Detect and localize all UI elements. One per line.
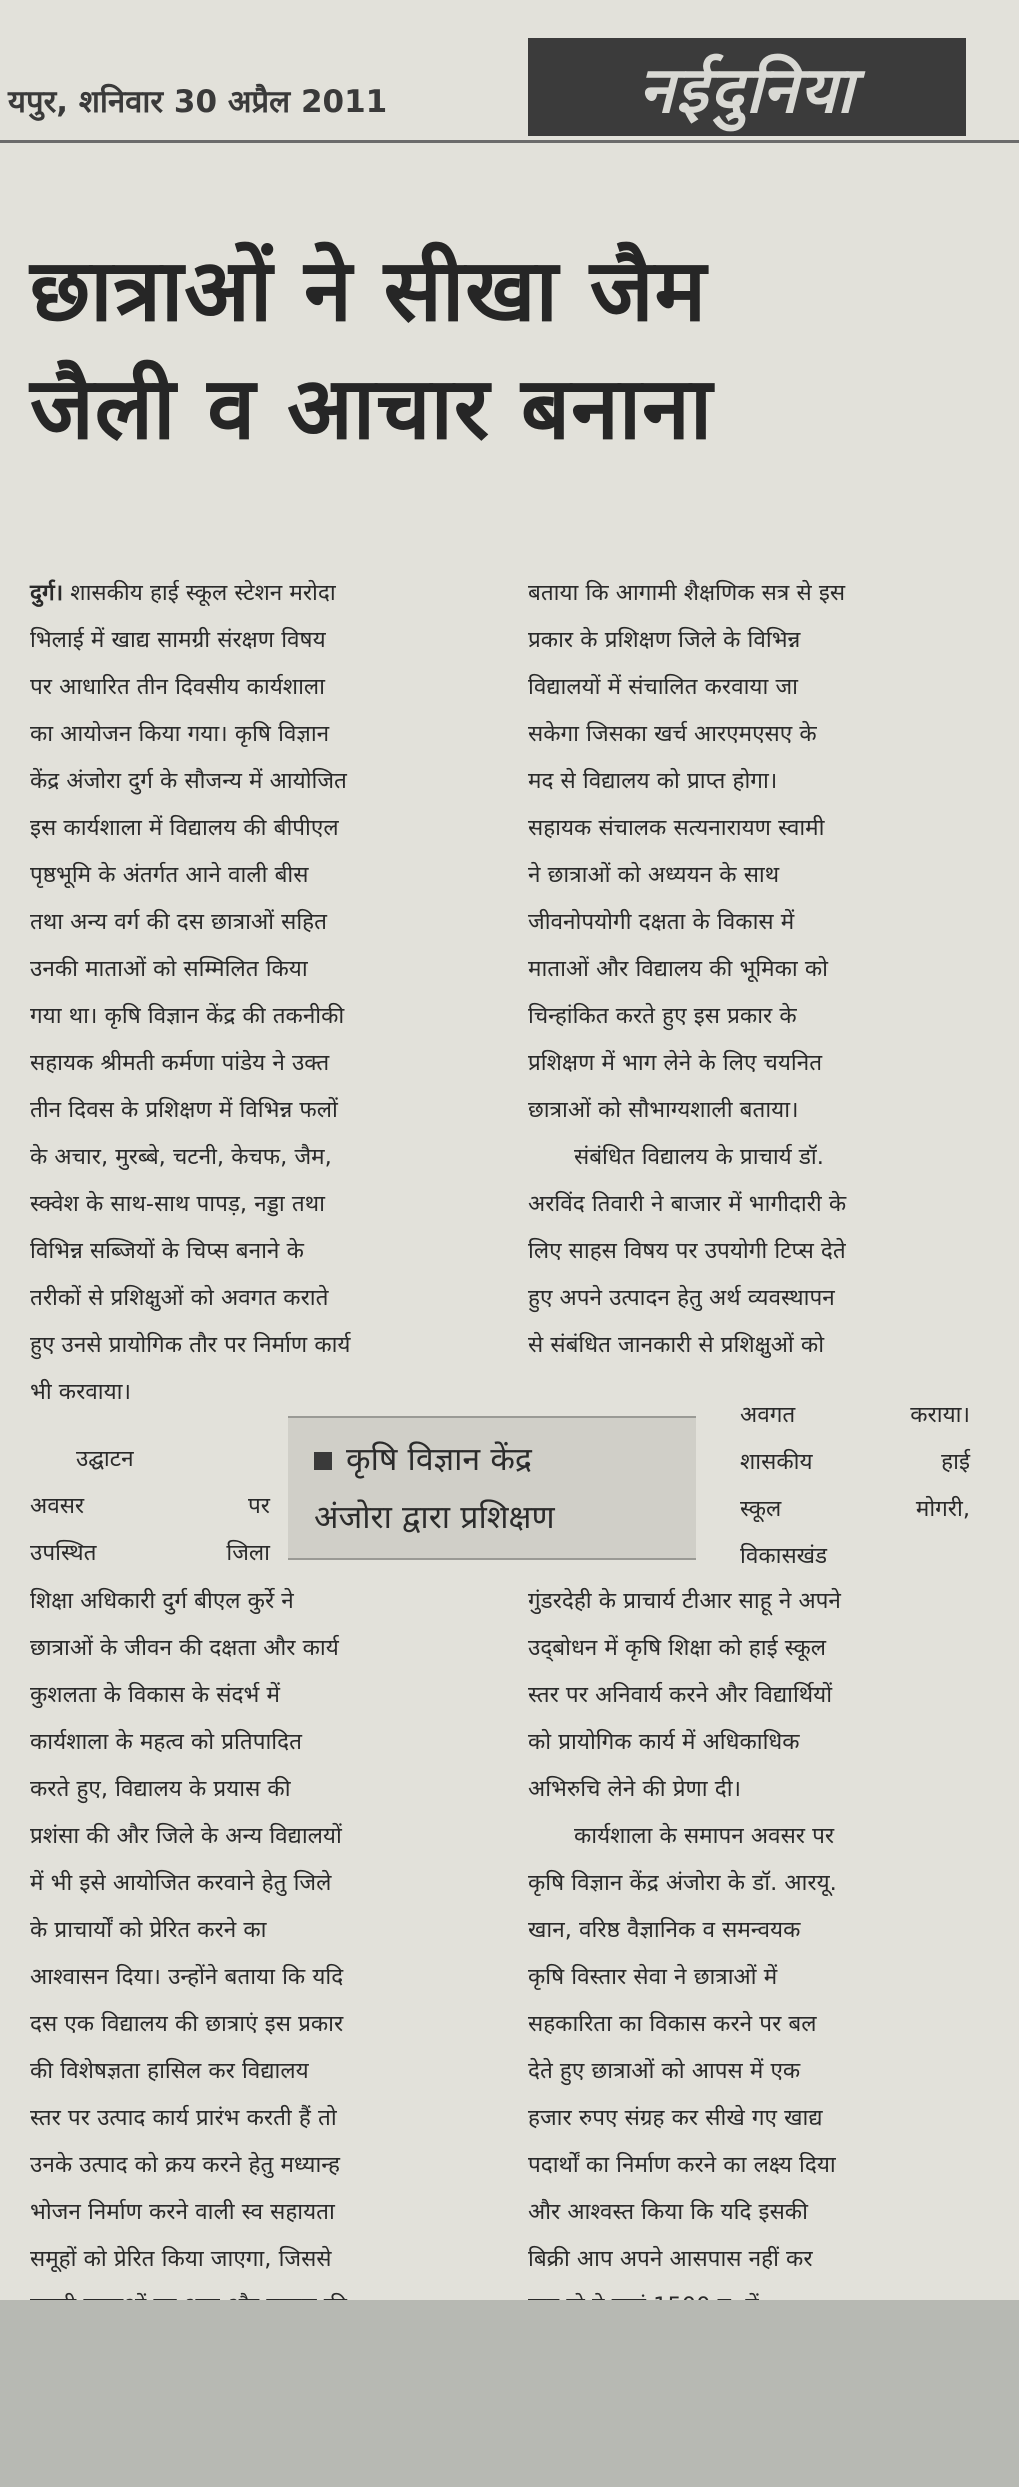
paragraph-line: छात्राओं को सौभाग्यशाली बताया। <box>528 1097 799 1123</box>
paragraph-line <box>30 1483 270 1530</box>
paragraph-line: स्तर पर उत्पाद कार्य प्रारंभ करती हैं तो <box>30 2105 337 2131</box>
word: पर <box>248 1493 270 1519</box>
paragraph-line: शिक्षा अधिकारी दुर्ग बीएल कुर्रे ने <box>30 1588 294 1614</box>
paragraph-line <box>30 570 512 617</box>
paragraph-line: स्तर पर अनिवार्य करने और विद्यार्थियों <box>528 1682 833 1708</box>
paragraph-line: कृषि विस्तार सेवा ने छात्राओं में <box>528 1964 778 1990</box>
paragraph-line: हुए अपने उत्पादन हेतु अर्थ व्यवस्थापन <box>528 1285 835 1311</box>
paragraph-line: कार्यशाला के महत्व को प्रतिपादित <box>30 1729 302 1755</box>
pull-quote-line-2: अंजोरा द्वारा प्रशिक्षण <box>314 1498 555 1536</box>
paragraph-line: अरविंद तिवारी ने बाजार में भागीदारी के <box>528 1191 847 1217</box>
paragraph-line: हजार रुपए संग्रह कर सीखे गए खाद्य <box>528 2105 823 2131</box>
paragraph-line: चिन्हांकित करते हुए इस प्रकार के <box>528 1003 797 1029</box>
paragraph-line: अभिरुचि लेने की प्रेणा दी। <box>528 1776 742 1802</box>
paragraph-line: आश्वासन दिया। उन्होंने बताया कि यदि <box>30 1964 344 1990</box>
paragraph-line: गया था। कृषि विज्ञान केंद्र की तकनीकी <box>30 1003 345 1029</box>
pull-quote-line-1 <box>314 1430 696 1488</box>
paragraph-line: पृष्ठभूमि के अंतर्गत आने वाली बीस <box>30 862 309 888</box>
paragraph-line: समूहों को प्रेरित किया जाएगा, जिससे <box>30 2246 332 2272</box>
text-line: शासकीय हाई स्कूल स्टेशन मरोदा <box>63 580 336 606</box>
paragraph-line: संबंधित विद्यालय के प्राचार्य डॉ. <box>574 1144 824 1170</box>
paragraph-line: भी करवाया। <box>30 1379 132 1405</box>
paragraph-line: भोजन निर्माण करने वाली स्व सहायता <box>30 2199 335 2225</box>
word: शासकीय <box>740 1449 813 1475</box>
paragraph-line: सहायक संचालक सत्यनारायण स्वामी <box>528 815 825 841</box>
paragraph-line: और आश्वस्त किया कि यदि इसकी <box>528 2199 808 2225</box>
word: स्कूल <box>740 1496 782 1522</box>
word: अवगत <box>740 1402 796 1428</box>
paragraph-line: हुए उनसे प्रायोगिक तौर पर निर्माण कार्य <box>30 1332 351 1358</box>
paragraph-line: माताओं और विद्यालय की भूमिका को <box>528 956 828 982</box>
paragraph-line: उद्‌बोधन में कृषि शिक्षा को हाई स्कूल <box>528 1635 827 1661</box>
paragraph-line: विद्यालयों में संचालित करवाया जा <box>528 674 798 700</box>
paragraph-line: कार्यशाला के समापन अवसर पर <box>574 1823 835 1849</box>
word: हाई <box>941 1449 970 1475</box>
paragraph-line: दस एक विद्यालय की छात्राएं इस प्रकार <box>30 2011 344 2037</box>
paragraph-line: उद्घाटन <box>76 1446 134 1472</box>
paragraph-line: जीवनोपयोगी दक्षता के विकास में <box>528 909 795 935</box>
paragraph-line: के प्राचार्यों को प्रेरित करने का <box>30 1917 267 1943</box>
masthead-logo: नईदुनिया <box>638 52 856 128</box>
dateline-place: दुर्ग। <box>30 580 64 606</box>
paragraph-line: से संबंधित जानकारी से प्रशिक्षुओं को <box>528 1332 825 1358</box>
paragraph-line: का आयोजन किया गया। कृषि विज्ञान <box>30 721 330 747</box>
paragraph-line: प्रकार के प्रशिक्षण जिले के विभिन्न <box>528 627 801 653</box>
paragraph-line: सकेगा जिसका खर्च आरएमएसए के <box>528 721 817 747</box>
paragraph-line: कुशलता के विकास के संदर्भ में <box>30 1682 280 1708</box>
paragraph-line <box>30 1530 270 1577</box>
right-column-bottom <box>528 1578 970 2330</box>
paragraph-line: सहकारिता का विकास करने पर बल <box>528 2011 817 2037</box>
paragraph-line: देते हुए छात्राओं को आपस में एक <box>528 2058 801 2084</box>
paragraph-line: तथा अन्य वर्ग की दस छात्राओं सहित <box>30 909 327 935</box>
headline-line-2: जैली व आचार बनाना <box>30 359 714 459</box>
pull-quote-box <box>288 1416 696 1560</box>
paragraph-line: केंद्र अंजोरा दुर्ग के सौजन्य में आयोजित <box>30 768 347 794</box>
word: अवसर <box>30 1493 85 1519</box>
paragraph-line <box>740 1486 970 1533</box>
paragraph-line: को प्रायोगिक कार्य में अधिकाधिक <box>528 1729 800 1755</box>
paragraph-line <box>740 1439 970 1486</box>
paragraph-line: इस कार्यशाला में विद्यालय की बीपीएल <box>30 815 339 841</box>
paragraph-line: लिए साहस विषय पर उपयोगी टिप्स देते <box>528 1238 846 1264</box>
paragraph-line: गुंडरदेही के प्राचार्य टीआर साहू ने अपने <box>528 1588 841 1614</box>
paragraph-line: मद से विद्यालय को प्राप्त होगा। <box>528 768 778 794</box>
paragraph-line: प्रशंसा की और जिले के अन्य विद्यालयों <box>30 1823 342 1849</box>
paragraph-line: ने छात्राओं को अध्ययन के साथ <box>528 862 780 888</box>
paragraph-line: करते हुए, विद्यालय के प्रयास की <box>30 1776 291 1802</box>
paragraph-line: सहायक श्रीमती कर्मणा पांडेय ने उक्त <box>30 1050 330 1076</box>
paragraph-line <box>740 1392 970 1439</box>
paragraph-line: के अचार, मुरब्बे, चटनी, केचफ, जैम, <box>30 1144 332 1170</box>
paragraph-line: पर आधारित तीन दिवसीय कार्यशाला <box>30 674 325 700</box>
paragraph-line: की विशेषज्ञता हासिल कर विद्यालय <box>30 2058 309 2084</box>
right-column-narrow <box>740 1392 970 1580</box>
paragraph-line: विभिन्न सब्जियों के चिप्स बनाने के <box>30 1238 304 1264</box>
paragraph-line: उनके उत्पाद को क्रय करने हेतु मध्यान्ह <box>30 2152 340 2178</box>
square-bullet-icon <box>314 1452 332 1470</box>
word: उपस्थित <box>30 1540 97 1566</box>
top-rule <box>0 140 1019 143</box>
paragraph-line: कृषि विज्ञान केंद्र अंजोरा के डॉ. आरयू. <box>528 1870 837 1896</box>
paragraph-line: उनकी माताओं को सम्मिलित किया <box>30 956 308 982</box>
dateline: यपुर, शनिवार 30 अप्रैल 2011 <box>8 84 388 120</box>
paragraph-line: पदार्थों का निर्माण करने का लक्ष्य दिया <box>528 2152 836 2178</box>
left-column-top <box>30 570 512 1416</box>
headline-line-1: छात्राओं ने सीखा जैम <box>30 241 708 341</box>
paragraph-line: प्रशिक्षण में भाग लेने के लिए चयनित <box>528 1050 823 1076</box>
scan-background <box>0 2300 1019 2487</box>
left-column-bottom <box>30 1578 512 2330</box>
paragraph-line: बिक्री आप अपने आसपास नहीं कर <box>528 2246 813 2272</box>
paragraph-line: भिलाई में खाद्य सामग्री संरक्षण विषय <box>30 627 326 653</box>
paragraph-line: स्क्वेश के साथ-साथ पापड़, नड्डा तथा <box>30 1191 325 1217</box>
paragraph-line: विकासखंड <box>740 1543 828 1569</box>
paragraph-line: तीन दिवस के प्रशिक्षण में विभिन्न फलों <box>30 1097 338 1123</box>
paragraph-line: तरीकों से प्रशिक्षुओं को अवगत कराते <box>30 1285 329 1311</box>
word: कराया। <box>910 1402 970 1428</box>
headline <box>30 232 990 468</box>
paragraph-line: बताया कि आगामी शैक्षणिक सत्र से इस <box>528 580 846 606</box>
pull-quote-text: कृषि विज्ञान केंद्र <box>346 1440 532 1478</box>
word: जिला <box>226 1540 270 1566</box>
left-column-narrow <box>30 1436 270 1577</box>
word: मोगरी, <box>915 1496 970 1522</box>
paragraph-line: खान, वरिष्ठ वैज्ञानिक व समन्वयक <box>528 1917 801 1943</box>
right-column-top <box>528 570 970 1369</box>
paragraph-line: छात्राओं के जीवन की दक्षता और कार्य <box>30 1635 339 1661</box>
masthead-banner <box>528 38 966 136</box>
paragraph-line: में भी इसे आयोजित करवाने हेतु जिले <box>30 1870 332 1896</box>
